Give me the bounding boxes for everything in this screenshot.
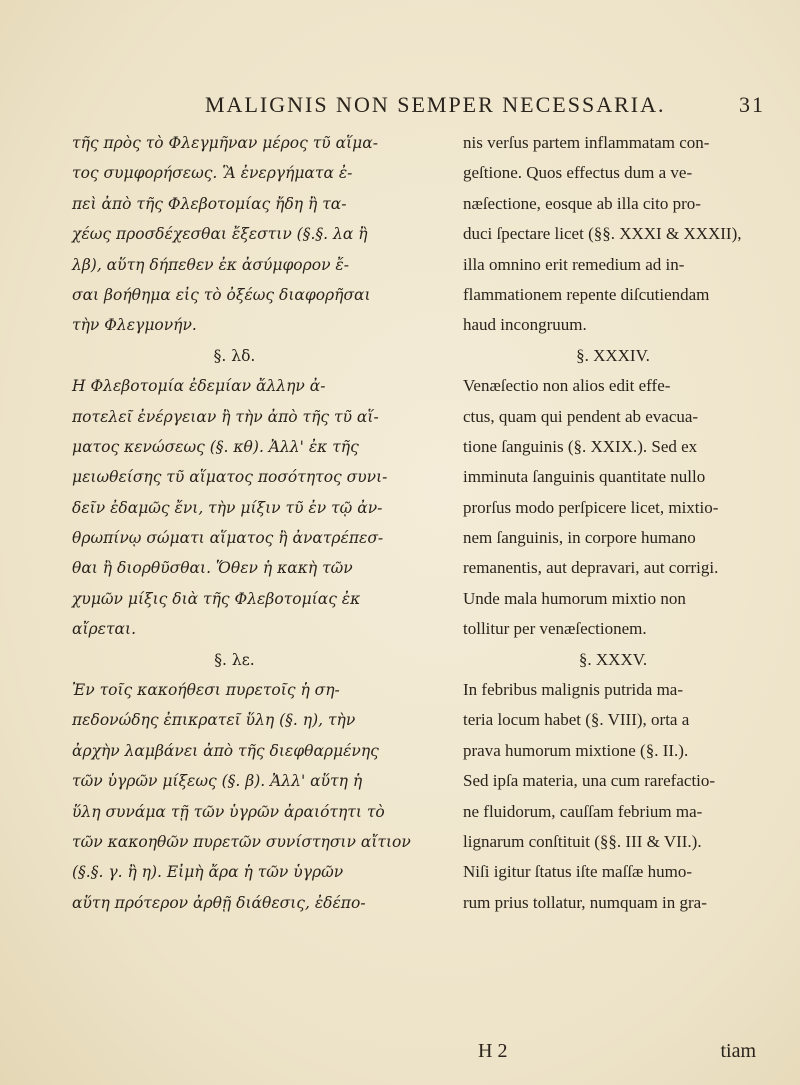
- signature-mark: H 2: [478, 1040, 508, 1062]
- greek-text-line: τῶν κακοηθῶν πυρετῶν συνίστησιν αἴτιον: [72, 832, 411, 851]
- latin-text-line: flammationem repente diſcutiendam: [463, 284, 710, 304]
- greek-text-line: αἴρεται.: [72, 620, 137, 639]
- greek-text-line: λβ), αὕτη δήπεθεν ἐκ ἀσύμφορον ἔ-: [72, 255, 349, 274]
- greek-text-line: αὕτη πρότερον ἀρθῇ διάθεσις, ἐδέπο-: [72, 893, 366, 912]
- page-footer: [478, 1040, 768, 1070]
- latin-text-line: haud incongruum.: [463, 315, 587, 335]
- latin-text-line: prorſus modo perſpicere licet, mixtio-: [463, 497, 719, 517]
- greek-text-line: μειωθείσης τῦ αἵματος ποσότητος συνι-: [72, 468, 388, 487]
- greek-text-line: σαι βοήθημα εἰς τὸ ὀξέως διαφορῆσαι: [72, 285, 371, 304]
- latin-text-line: ne fluidorum, cauſſam febrium ma-: [463, 801, 703, 821]
- running-title: MALIGNIS NON SEMPER NECESSARIA.: [205, 92, 666, 117]
- latin-text-line: duci ſpectare licet (§§. XXXI & XXXII),: [463, 224, 742, 244]
- latin-text-line: geſtione. Quos effectus dum a ve-: [463, 163, 693, 183]
- latin-text-line: tollitur per venæſectionem.: [463, 619, 647, 639]
- greek-text-line: Ἐν τοῖς κακοήθεσι πυρετοῖς ἡ ση-: [72, 681, 340, 700]
- running-header: [205, 92, 765, 122]
- greek-text-line: τος συμφορήσεως. Ἃ ἐνεργήματα ἐ-: [72, 164, 353, 183]
- greek-text-line: πεὶ ἀπὸ τῆς Φλεβοτομίας ἤδη ἢ τα-: [72, 194, 347, 213]
- latin-text-line: remanentis, aut depravari, aut corrigi.: [463, 558, 719, 578]
- greek-text-line: τῶν ὑγρῶν μίξεως (§. β). Ἀλλ' αὕτη ἡ: [72, 772, 363, 791]
- latin-text-line: teria locum habet (§. VIII), orta a: [463, 710, 690, 730]
- greek-text-line: τῆς πρὸς τὸ Φλεγμῆναν μέρος τῦ αἵμα-: [72, 134, 378, 152]
- catchword: tiam: [720, 1040, 756, 1062]
- greek-text-line: δεῖν ἐδαμῶς ἔνι, τὴν μίξιν τῦ ἐν τῷ ἀν-: [72, 498, 383, 517]
- latin-section-heading: §. XXXIV.: [576, 345, 650, 365]
- greek-section-heading: §. λδ.: [213, 346, 256, 365]
- latin-text-line: In febribus malignis putrida ma-: [463, 680, 684, 700]
- greek-section-heading: §. λε.: [214, 650, 255, 669]
- latin-text-line: Niſi igitur ſtatus iſte maſſæ humo-: [463, 862, 693, 882]
- latin-text-line: lignarum conſtituit (§§. III & VII.).: [463, 831, 702, 851]
- greek-text-line: χυμῶν μίξις διὰ τῆς Φλεβοτομίας ἐκ: [72, 589, 361, 608]
- latin-section-heading: §. XXXV.: [578, 649, 648, 669]
- latin-text-column: [463, 128, 773, 918]
- latin-text-line: næſectione, eosque ab illa cito pro-: [463, 193, 701, 213]
- latin-text-line: tione ſanguinis (§. XXIX.). Sed ex: [463, 436, 698, 456]
- greek-text-line: ὕλη συνάμα τῇ τῶν ὑγρῶν ἀραιότητι τὸ: [72, 802, 385, 821]
- greek-text-line: τὴν Φλεγμονήν.: [72, 316, 197, 335]
- greek-text-line: θρωπίνῳ σώματι αἵματος ἢ ἀνατρέπεσ-: [72, 529, 384, 548]
- latin-text-line: nem ſanguinis, in corpore humano: [463, 528, 696, 548]
- greek-text-line: χέως προσδέχεσθαι ἔξεστιν (§.§. λα ἢ: [72, 225, 368, 244]
- page-number: 31: [739, 92, 765, 117]
- latin-text-line: Sed ipſa materia, una cum rarefactio-: [463, 771, 716, 791]
- latin-text-line: ctus, quam qui pendent ab evacua-: [463, 406, 699, 426]
- greek-text-line: θαι ἢ διορθῦσθαι. Ὅθεν ἡ κακὴ τῶν: [72, 559, 353, 578]
- latin-text-line: nis verſus partem inflammatam con-: [463, 133, 710, 152]
- greek-text-line: πεδονώδης ἐπικρατεῖ ὕλη (§. η), τὴν: [72, 711, 356, 730]
- greek-text-column: [72, 128, 437, 918]
- greek-text-line: ποτελεῖ ἐνέργειαν ἢ τὴν ἀπὸ τῆς τῦ αἵ-: [72, 407, 379, 426]
- latin-text-line: imminuta ſanguinis quantitate nullo: [463, 467, 706, 487]
- latin-text-line: Unde mala humorum mixtio non: [463, 588, 686, 608]
- latin-text-line: prava humorum mixtione (§. II.).: [463, 740, 689, 760]
- greek-text-line: ἀρχὴν λαμβάνει ἀπὸ τῆς διεφθαρμένης: [72, 741, 379, 760]
- latin-text-line: rum prius tollatur, numquam in gra-: [463, 892, 707, 912]
- latin-text-line: illa omnino erit remedium ad in-: [463, 254, 685, 274]
- greek-text-line: Η Φλεβοτομία ἐδεμίαν ἄλλην ἀ-: [72, 377, 326, 396]
- latin-text-line: Venæſectio non alios edit effe-: [463, 376, 671, 396]
- greek-text-line: ματος κενώσεως (§. κθ). Ἀλλ' ἐκ τῆς: [72, 437, 359, 456]
- greek-text-line: (§.§. γ. ἢ η). Εἰμὴ ἄρα ἡ τῶν ὑγρῶν: [72, 863, 344, 882]
